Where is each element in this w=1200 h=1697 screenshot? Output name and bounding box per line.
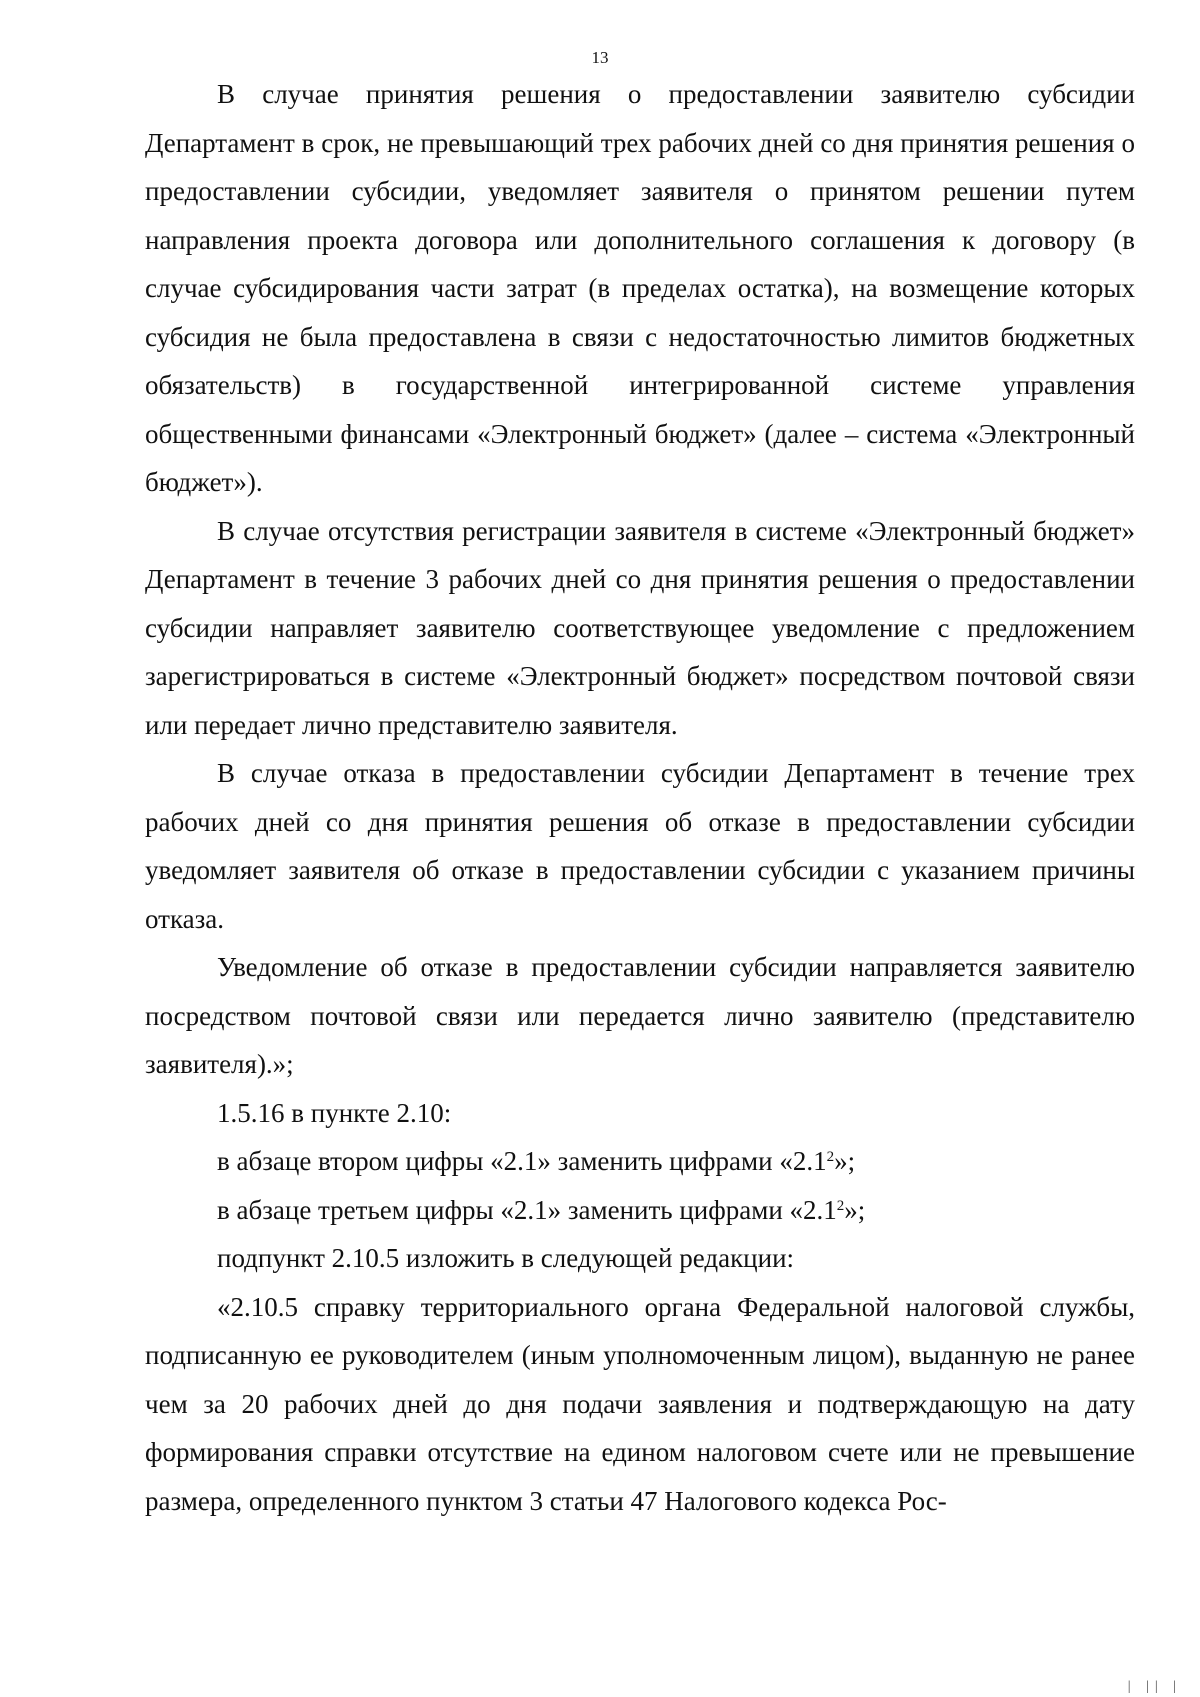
scan-mark: | || | <box>1127 1679 1182 1694</box>
paragraph-tax-certificate: «2.10.5 справку территориального органа Федеральной налоговой службы, подписанную ее руководителем (иным уполномоченным лицом), выданную не ранее чем за 20 рабочих дней до дня подачи заявления и подтверждающую на дату формирования справки отсутствие на едином налоговом счете или не превышение размера, определенного пунктом 3 статьи 47 Налогового кодекса Рос- <box>145 1291 1135 1516</box>
superscript: 2 <box>836 1197 845 1214</box>
paragraph-registration-absence: В случае отсутствия регистрации заявителя в системе «Электронный бюджет» Департамент в течение 3 рабочих дней со дня принятия решения о предоставлении субсидии направляет заявителю соответствующее уведомление с предложением зарегистрироваться в системе «Электронный бюджет» посредством почтовой связи или передает лично представителю заявителя. <box>145 515 1135 740</box>
paragraph-subsidy-decision: В случае принятия решения о предоставлении заявителю субсидии Департамент в срок, не превышающий трех рабочих дней со дня принятия решения о предоставлении субсидии, уведомляет заявителя о принятом решении путем направления проекта договора или дополнительного соглашения к договору (в случае субсидирования части затрат (в пределах остатка), на возмещение которых субсидия не была предоставлена в связи с недостаточностью лимитов бюджетных обязательств) в государственной интегрированной системе управления общественными финансами «Электронный бюджет» (далее – система «Электронный бюджет»). <box>145 79 1135 497</box>
paragraph-refusal: В случае отказа в предоставлении субсидии Департамент в течение трех рабочих дней со дня принятия решения об отказе в предоставлении субсидии уведомляет заявителя об отказе в предоставлении субсидии с указанием причины отказа. <box>145 758 1135 934</box>
amendment-line-subitem: подпункт 2.10.5 изложить в следующей редакции: <box>217 1243 795 1273</box>
superscript: 2 <box>826 1149 835 1165</box>
amendment-text-end: »; <box>834 1146 856 1176</box>
paragraph-item-1-5-16: 1.5.16 в пункте 2.10: <box>217 1097 452 1128</box>
amendment-text-end: »; <box>844 1194 866 1225</box>
paragraph-refusal-notice: Уведомление об отказе в предоставлении субсидии направляется заявителю посредством почтовой связи или передается лично заявителю (представителю заявителя).»; <box>145 952 1135 1079</box>
amendment-text: в абзаце втором цифры «2.1» заменить цифрами «2.1 <box>217 1146 827 1176</box>
amendment-text: в абзаце третьем цифры «2.1» заменить цифрами «2.1 <box>217 1194 837 1225</box>
page-number: 13 <box>591 48 609 67</box>
document-body <box>145 70 1135 1525</box>
amendment-line-third-paragraph <box>145 1186 1135 1235</box>
amendment-line-second-paragraph <box>145 1137 1135 1186</box>
